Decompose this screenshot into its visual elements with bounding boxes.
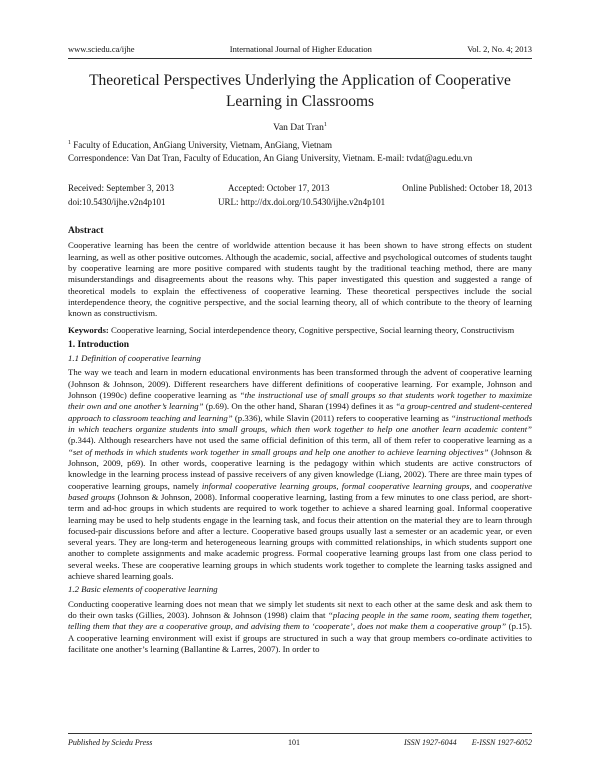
para1-text-1: The way we teach and learn in modern educational environments has been transformed through the advent of cooperative learning (Johnson & Johnson, 2009). Different researchers have different definitions of cooperative learning. For example, Johnson and Johnson (1990c) define cooperative learning as xyxy=(68,367,532,401)
abstract-heading: Abstract xyxy=(68,226,104,236)
publisher: Published by Sciedu Press xyxy=(68,738,153,747)
para1-text-2: (p.69). On the other hand, Sharan (1994) defines it as xyxy=(203,401,396,412)
author-line xyxy=(0,122,600,133)
para1-quote-1: “the instructional use of small groups so that students work together to maximize their own and one another’s learning” xyxy=(68,390,532,412)
para2-text-1: Conducting cooperative learning does not mean that we simply let students sit next to each other at the same desk and ask them to do their own tasks (Gillies, 2003). Johnson & Johnson (1998) claim that xyxy=(68,598,532,620)
journal-name: International Journal of Higher Education xyxy=(229,44,372,54)
doi[interactable]: doi:10.5430/ijhe.v2n4p101 xyxy=(68,197,166,207)
journal-url[interactable]: www.sciedu.ca/ijhe xyxy=(68,44,135,54)
keywords xyxy=(68,325,532,336)
online-date: Online Published: October 18, 2013 xyxy=(402,183,532,193)
para1-text-6: , and xyxy=(469,480,491,491)
subsection-heading-definition: 1.1 Definition of cooperative learning xyxy=(68,353,201,364)
para1-italic-based-groups: cooperative based groups xyxy=(68,480,532,502)
page-footer xyxy=(68,733,532,747)
para1-quote-2: “a group-centred and student-centered approach to classroom teaching and learning” xyxy=(68,401,533,423)
para1-text-7: (Johnson & Johnson, 2008). Informal cooperative learning, lasting from a few minutes to one class period, are short-term and ad-hoc groups in which students are required to work together to achieve a shared learning goal. Informal cooperative learning may be used to help students engage in the learning task, and focus their attention on the material they are to learn through focused-pair discussions before and after a lecture. Cooperative based groups usually last a semester or an academic year, or even several years. They are long-term and heterogeneous learning groups with committed relationships, in which students support one another to complete assignments and make academic progress. Formal cooperative learning groups last from one class period to several weeks. These are cooperative learning groups in which students work together to complete the learning tasks assigned and achieve shared learning goals. xyxy=(68,491,532,582)
para1-italic-groups: informal cooperative learning groups, formal cooperative learning groups xyxy=(201,480,470,491)
paragraph-basic-elements xyxy=(68,599,532,656)
author-superscript: 1 xyxy=(323,122,327,128)
paper-title: Theoretical Perspectives Underlying the Application of Cooperative Learning in Classrooms xyxy=(89,72,511,110)
subsection-heading-basic-elements: 1.2 Basic elements of cooperative learning xyxy=(68,584,218,595)
para1-text-3: (p.336), while Slavin (2011) refers to cooperative learning as xyxy=(232,412,451,423)
para1-quote-3: “instructional methods in which teachers organize students into small groups, which then work together to help one another learn academic content” xyxy=(68,412,532,434)
volume-info: Vol. 2, No. 4; 2013 xyxy=(467,44,532,54)
para1-text-5: (Johnson & Johnson, 2009, p69). In other words, cooperative learning is the pedagogy within which students are active constructors of knowledge in the learning process instead of passive receivers of any given knowledge (Liang, 2002). There are three main types of cooperative learning groups, namely xyxy=(68,446,533,491)
para2-text-2: (p.15). A cooperative learning environment will exist if groups are structured in such a way that group members co-ordinate activities to facilitate one another’s learning (Ballantine & Larres, 2007). In order to xyxy=(68,621,532,654)
affiliation xyxy=(68,137,532,151)
affiliation-text: Faculty of Education, AnGiang University, Vietnam, AnGiang, Vietnam xyxy=(73,140,332,150)
author-name: Van Dat Tran xyxy=(273,123,324,134)
para2-quote-1: “placing people in the same room, seating them together, telling them that they are a cooperative group, and advising them to ‘cooperate’, does not make them a cooperative group” xyxy=(68,610,532,632)
abstract-text: Cooperative learning has been the centre of worldwide attention because it has been shown to have strong effects on student learning, as well as other positive outcomes. Although the academic, social, affective and psychological outcomes of students taught by cooperative learning are more positive compared with students taught by the traditional teaching method, there are many misunderstandings and disagreements about the reasons why. This paper investigated this question and suggested a range of theoretical models to explain the effectiveness of cooperative learning. These theoretical perspectives include the social interdependence theory, the cognitive perspective, and the social learning theory, all of which contribute to the theory of learning known as constructivism. xyxy=(68,240,532,319)
eissn: E-ISSN 1927-6052 xyxy=(471,738,532,747)
section-heading-introduction: 1. Introduction xyxy=(68,339,130,350)
running-header xyxy=(68,44,532,55)
keywords-text: Cooperative learning, Social interdependence theory, Cognitive perspective, Social learning theory, Constructivism xyxy=(111,324,515,335)
accepted-date: Accepted: October 17, 2013 xyxy=(228,183,330,193)
para1-quote-4: “set of methods in which students work together in small groups and help one another to achieve learning objectives” xyxy=(68,446,489,457)
received-date: Received: September 3, 2013 xyxy=(68,183,174,193)
main-content xyxy=(68,226,532,655)
correspondence: Correspondence: Van Dat Tran, Faculty of Education, An Giang University, Vietnam. E-mail: tvdat@agu.edu.vn xyxy=(68,153,473,163)
paragraph-definition xyxy=(68,367,532,582)
keywords-label: Keywords: xyxy=(68,324,109,335)
page-number: 101 xyxy=(288,738,300,747)
issn: ISSN 1927-6044 xyxy=(404,738,457,747)
affiliation-superscript: 1 xyxy=(68,140,71,146)
header-divider xyxy=(68,58,532,59)
para1-text-4: (p.344). Although researchers have not used the same official definition of this term, all of them refer to cooperative learning as a xyxy=(68,435,532,446)
doi-url[interactable]: URL: http://dx.doi.org/10.5430/ijhe.v2n4p101 xyxy=(218,197,386,207)
